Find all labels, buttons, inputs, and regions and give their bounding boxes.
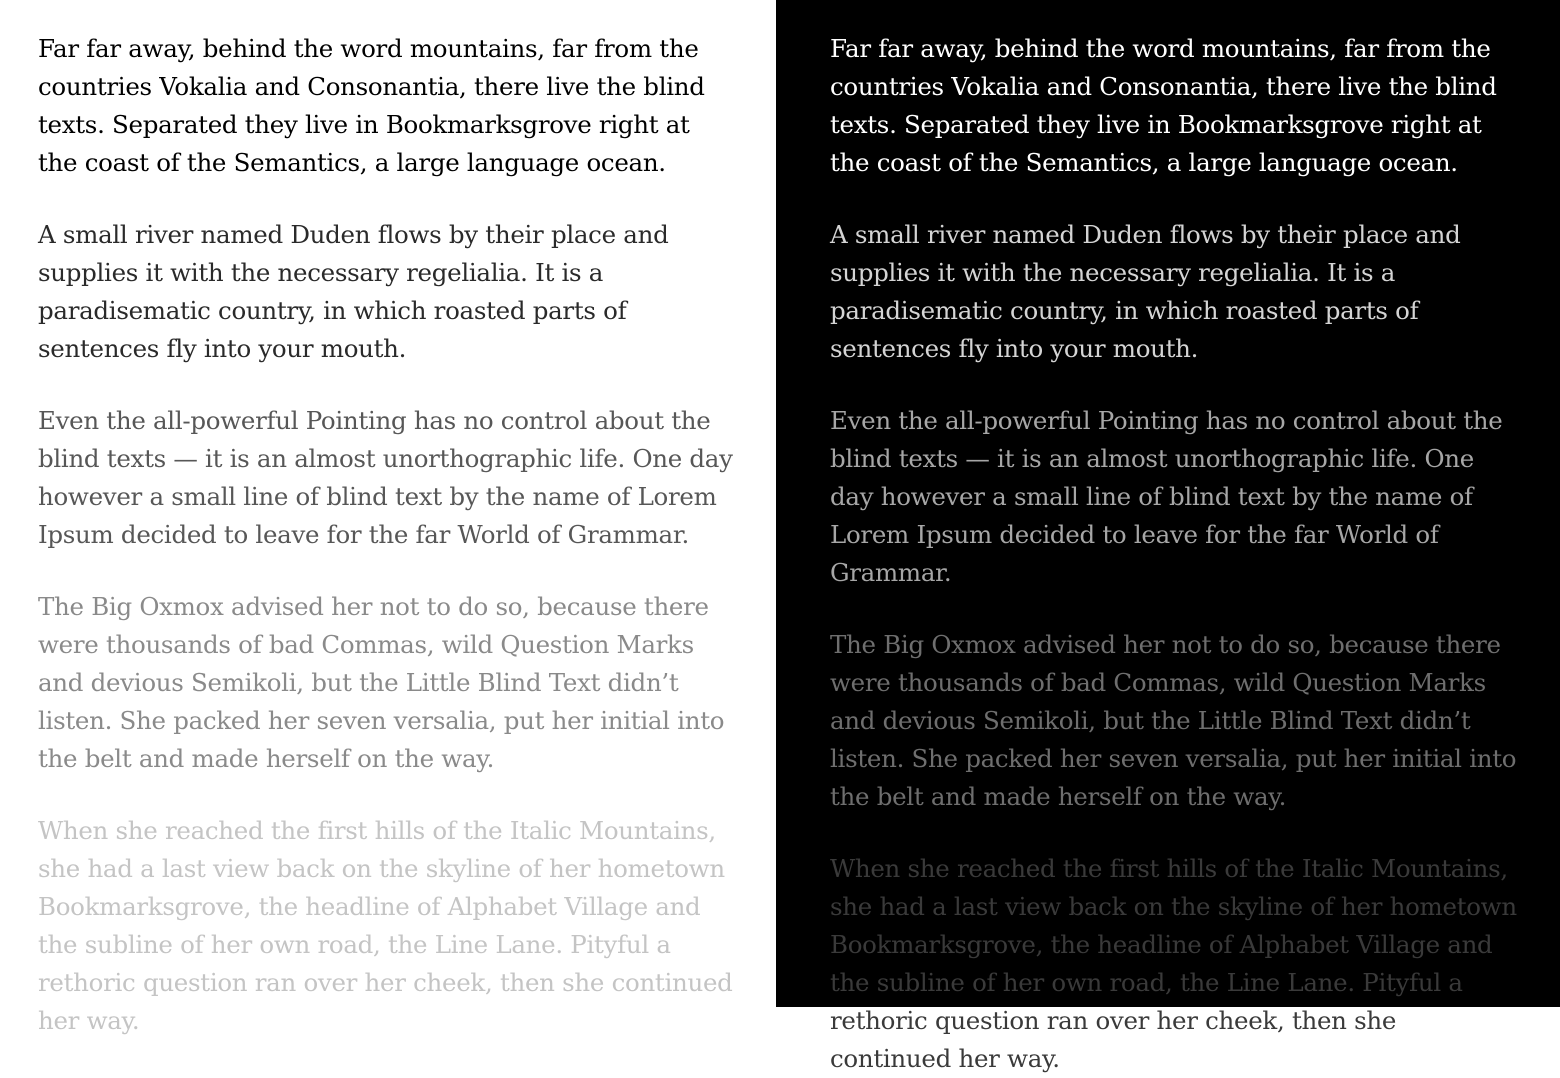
light-paragraph-4: The Big Oxmox advised her not to do so, because there were thousands of bad Commas, wild Question Marks and devious Semikoli, but the Little Blind Text didn’t listen. She packed her seven versalia, put her initial into the belt and made herself on the way. [38, 592, 725, 773]
light-paragraph-5: When she reached the first hills of the Italic Mountains, she had a last view back on the skyline of her hometown Bookmarksgrove, the headline of Alphabet Village and the subline of her own road, the Line Lane. Pityful a rethoric question ran over her cheek, then she continued her way. [38, 816, 733, 1035]
dark-paragraph-3: Even the all-powerful Pointing has no control about the blind texts — it is an almost unorthographic life. One day however a small line of blind text by the name of Lorem Ipsum decided to leave for the far World of Grammar. [830, 406, 1503, 587]
light-paragraph-3: Even the all-powerful Pointing has no control about the blind texts — it is an almost unorthographic life. One day however a small line of blind text by the name of Lorem Ipsum decided to leave for the far World of Grammar. [38, 406, 733, 549]
light-panel [0, 0, 776, 1035]
dark-paragraph-4: The Big Oxmox advised her not to do so, because there were thousands of bad Commas, wild Question Marks and devious Semikoli, but the Little Blind Text didn’t listen. She packed her seven versalia, put her initial into the belt and made herself on the way. [830, 630, 1517, 811]
dark-panel [776, 0, 1560, 1073]
dark-paragraph-1: Far far away, behind the word mountains, far from the countries Vokalia and Consonantia, there live the blind texts. Separated they live in Bookmarksgrove right at the coast of the Semantics, a large language ocean. [830, 34, 1497, 177]
dark-paragraph-5: When she reached the first hills of the Italic Mountains, she had a last view back on the skyline of her hometown Bookmarksgrove, the headline of Alphabet Village and the subline of her own road, the Line Lane. Pityful a rethoric question ran over her cheek, then she continued her way. [830, 854, 1517, 1073]
light-paragraph-1: Far far away, behind the word mountains, far from the countries Vokalia and Consonantia, there live the blind texts. Separated they live in Bookmarksgrove right at the coast of the Semantics, a large language ocean. [38, 34, 705, 177]
dark-paragraph-2: A small river named Duden flows by their place and supplies it with the necessary regelialia. It is a paradisematic country, in which roasted parts of sentences fly into your mouth. [830, 220, 1461, 363]
light-paragraph-2: A small river named Duden flows by their place and supplies it with the necessary regelialia. It is a paradisematic country, in which roasted parts of sentences fly into your mouth. [38, 220, 669, 363]
